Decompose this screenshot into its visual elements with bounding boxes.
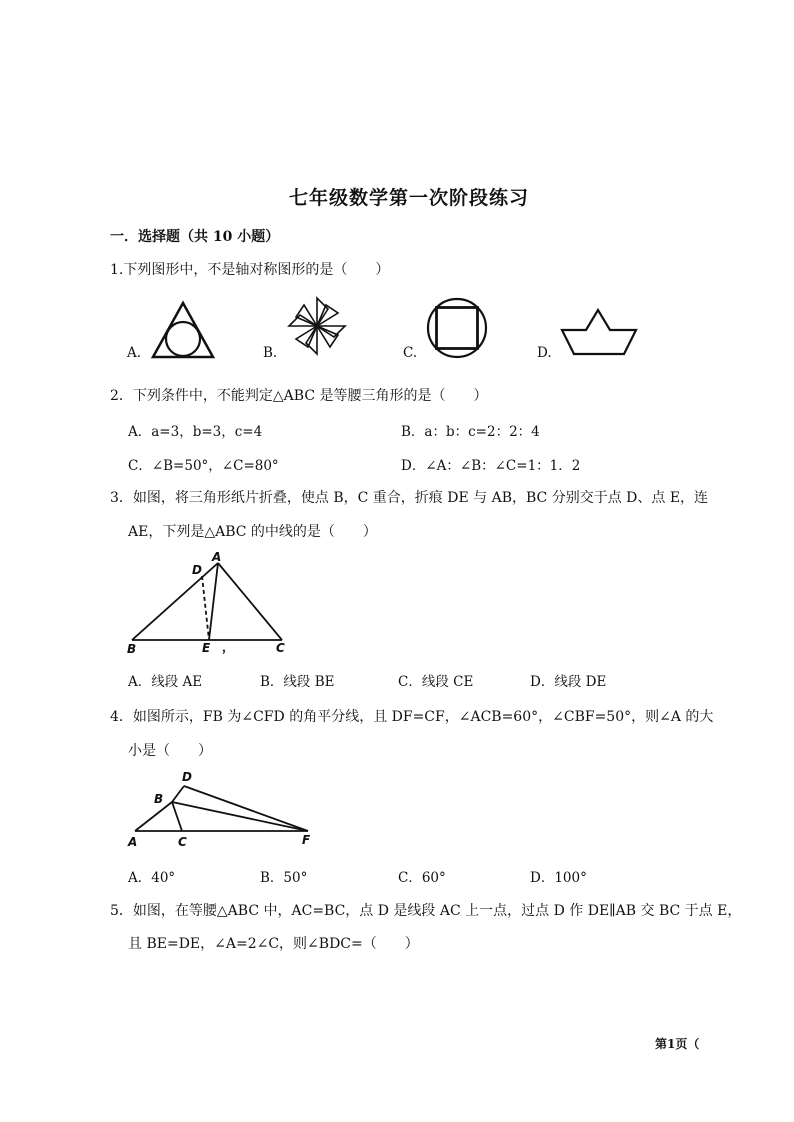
section-heading: 一．选择题（共 10 小题）	[110, 229, 280, 245]
q3-option-c: C．线段 CE	[398, 674, 474, 690]
q3-option-a: A．线段 AE	[128, 674, 203, 690]
q4-point-b: B	[154, 792, 164, 806]
q3-point-b: B	[127, 642, 137, 656]
q5-stem-line1: 5．如图，在等腰△ABC 中，AC=BC，点 D 是线段 AC 上一点，过点 D 作 DE∥AB 交 BC 于点 E，	[110, 903, 742, 919]
q4-point-f: F	[302, 833, 311, 847]
q1-option-d: D.	[537, 345, 552, 361]
q4-option-b: B．50°	[260, 870, 308, 886]
q3-stem-line1: 3．如图，将三角形纸片折叠，使点 B，C 重合，折痕 DE 与 AB，BC 分别交于点 D、点 E，连	[110, 490, 709, 506]
q3-option-d: D．线段 DE	[530, 674, 607, 690]
pinwheel-icon	[286, 295, 348, 357]
q1-option-b: B.	[263, 345, 278, 361]
q1-stem: 1.下列图形中，不是轴对称图形的是（ ）	[110, 262, 390, 278]
q4-option-c: C．60°	[398, 870, 446, 886]
q2-option-c: C．∠B=50°，∠C=80°	[128, 458, 279, 474]
q4-point-c: C	[178, 835, 187, 849]
q4-option-a: A．40°	[128, 870, 176, 886]
q4-point-a: A	[128, 835, 138, 849]
triangle-incircle-icon	[150, 300, 216, 360]
q3-point-c: C	[276, 641, 285, 655]
q4-point-d: D	[182, 770, 192, 784]
q4-stem-line1: 4．如图所示，FB 为∠CFD 的角平分线，且 DF=CF，∠ACB=60°，∠CBF=50°，则∠A 的大	[110, 709, 714, 725]
paper-boat-icon	[560, 308, 640, 356]
q5-stem-line2: 且 BE=DE，∠A=2∠C，则∠BDC=（ ）	[128, 936, 419, 952]
page-number: 第1页（	[655, 1037, 700, 1051]
q3-point-a: A	[212, 550, 222, 564]
q4-stem-line2: 小是（ ）	[128, 743, 212, 759]
q4-option-d: D．100°	[530, 870, 587, 886]
square-in-circle-icon	[426, 297, 488, 359]
q2-option-a: A．a=3，b=3，c=4	[128, 424, 263, 440]
q1-option-a: A.	[127, 345, 142, 361]
q2-option-b: B．a：b：c=2：2：4	[401, 424, 540, 440]
page-title: 七年级数学第一次阶段练习	[289, 187, 530, 209]
q3-option-b: B．线段 BE	[260, 674, 335, 690]
q3-stem-line2: AE，下列是△ABC 的中线的是（ ）	[128, 524, 377, 540]
q2-option-d: D．∠A：∠B：∠C=1：1．2	[401, 458, 581, 474]
q1-option-c: C.	[403, 345, 418, 361]
q3-point-e: E	[202, 641, 211, 655]
q3-point-d: D	[192, 563, 202, 577]
q2-stem: 2．下列条件中，不能判定△ABC 是等腰三角形的是（ ）	[110, 388, 488, 404]
q3-stray-mark: ，	[222, 640, 235, 654]
